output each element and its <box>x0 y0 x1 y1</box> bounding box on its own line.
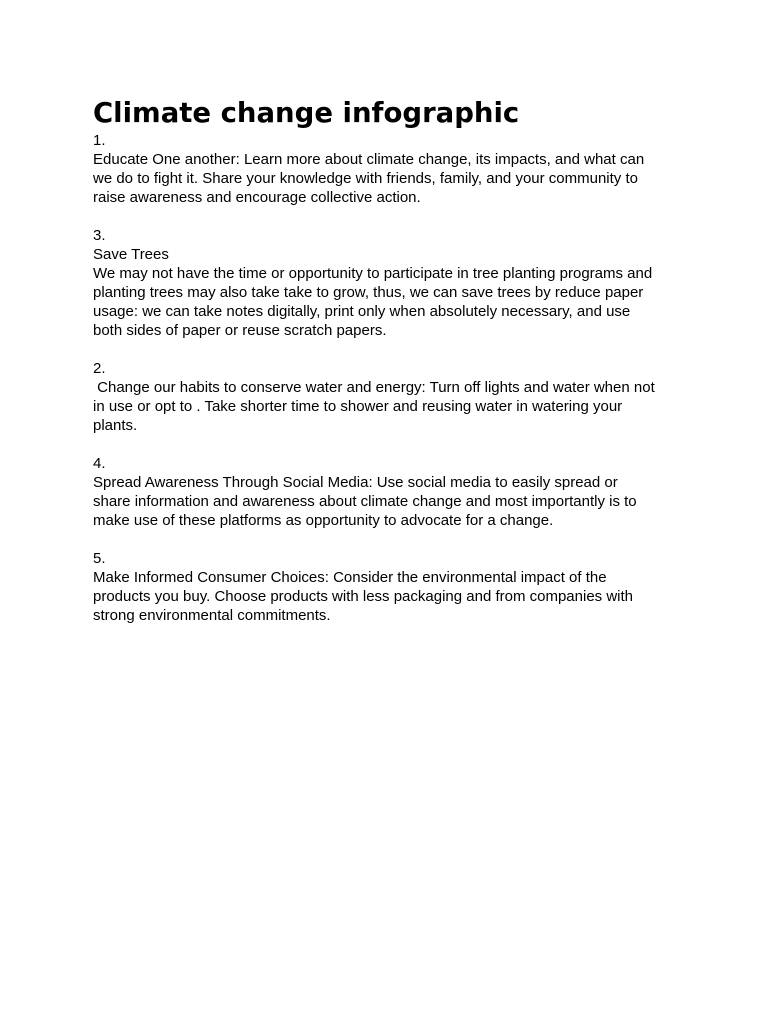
paragraph-line: usage: we can take notes digitally, print only when absolutely necessary, and use <box>93 303 631 320</box>
section-4 <box>93 454 683 530</box>
paragraph-line: strong environmental commitments. <box>93 607 331 624</box>
paragraph-spacer <box>93 340 683 359</box>
paragraph-line: raise awareness and encourage collective action. <box>93 189 421 206</box>
paragraph-spacer <box>93 530 683 549</box>
paragraph-line: we do to fight it. Share your knowledge with friends, family, and your community to <box>93 170 638 187</box>
document-title: Climate change infographic <box>93 97 520 129</box>
paragraph-line: We may not have the time or opportunity to participate in tree planting programs and <box>93 265 653 282</box>
paragraph-line: share information and awareness about climate change and most importantly is to <box>93 493 637 510</box>
section-number: 4. <box>93 455 106 472</box>
section-number: 2. <box>93 360 106 377</box>
paragraph-line: products you buy. Choose products with less packaging and from companies with <box>93 588 634 605</box>
paragraph-line: make use of these platforms as opportunity to advocate for a change. <box>93 512 554 529</box>
paragraph-line: plants. <box>93 417 138 434</box>
section-3 <box>93 226 683 340</box>
paragraph-line: Educate One another: Learn more about climate change, its impacts, and what can <box>93 151 645 168</box>
section-number: 5. <box>93 550 106 567</box>
section-2 <box>93 359 683 435</box>
paragraph-line: Change our habits to conserve water and energy: Turn off lights and water when not <box>93 379 655 396</box>
paragraph-line: both sides of paper or reuse scratch papers. <box>93 322 387 339</box>
paragraph-line: planting trees may also take take to grow, thus, we can save trees by reduce paper <box>93 284 644 301</box>
document-body <box>93 131 683 625</box>
section-1 <box>93 131 683 207</box>
section-5 <box>93 549 683 625</box>
paragraph-line: Make Informed Consumer Choices: Consider the environmental impact of the <box>93 569 607 586</box>
paragraph-spacer <box>93 207 683 226</box>
paragraph-line: in use or opt to . Take shorter time to shower and reusing water in watering your <box>93 398 623 415</box>
paragraph-spacer <box>93 435 683 454</box>
section-number: 3. <box>93 227 106 244</box>
section-heading: Save Trees <box>93 246 169 263</box>
section-number: 1. <box>93 132 106 149</box>
paragraph-line: Spread Awareness Through Social Media: Use social media to easily spread or <box>93 474 618 491</box>
